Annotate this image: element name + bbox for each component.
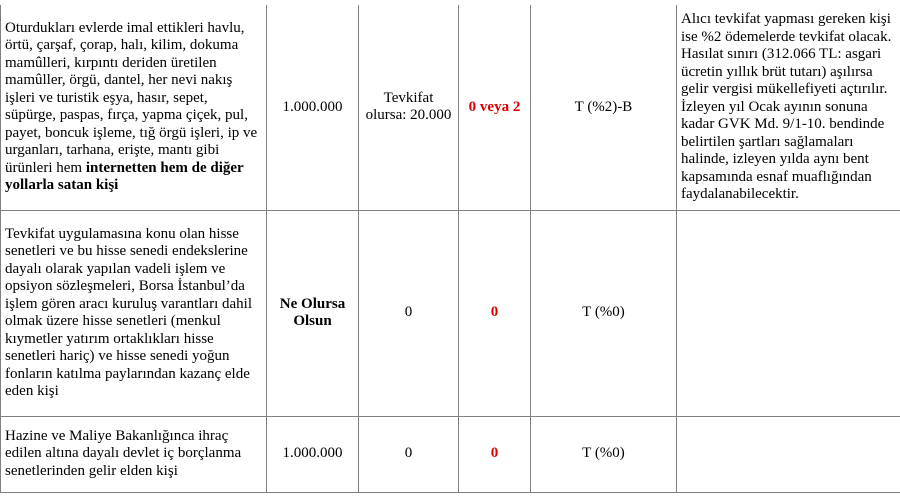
income-limit-cell: Ne Olursa Olsun bbox=[267, 210, 359, 416]
income-limit-cell: 1.000.000 bbox=[267, 416, 359, 492]
rate-cell: 0 veya 2 bbox=[459, 5, 531, 210]
table-row bbox=[1, 210, 900, 416]
note-cell bbox=[677, 416, 900, 492]
note-cell: Alıcı tevkifat yapması gereken kişi ise %2 ödemelerde tevkifat olacak. Hasılat sınırı (312.066 TL: asgari ücretin yıllık brüt tutarı) aşılırsa gelir vergisi mükellefiyeti açtırılır. İzleyen yıl Ocak ayının sonuna kadar GVK Md. 9/1-10. bendinde belirtilen şartları sağlamaları halinde, izleyen yılda aynı bent kapsamında esnaf muaflığından faydalanabilecektir. bbox=[677, 5, 900, 210]
table-row bbox=[1, 416, 900, 492]
rate-cell: 0 bbox=[459, 210, 531, 416]
withholding-cell: 0 bbox=[359, 210, 459, 416]
code-cell: T (%0) bbox=[531, 416, 677, 492]
withholding-cell: Tevkifat olursa: 20.000 bbox=[359, 5, 459, 210]
tax-table bbox=[0, 5, 900, 493]
note-cell bbox=[677, 210, 900, 416]
code-cell: T (%2)-B bbox=[531, 5, 677, 210]
code-cell: T (%0) bbox=[531, 210, 677, 416]
row-description: Hazine ve Maliye Bakanlığınca ihraç edilen altına dayalı devlet iç borçlanma senetlerinden gelir elden kişi bbox=[1, 416, 267, 492]
table-row bbox=[1, 5, 900, 210]
row-description: Tevkifat uygulamasına konu olan hisse senetleri ve bu hisse senedi endekslerine dayalı olarak yapılan vadeli işlem ve opsiyon sözleşmeleri, Borsa İstanbul’da işlem gören aracı kuruluş varantları dahil olmak üzere hisse senetleri (menkul kıymetler yatırım ortaklıkları hisse senetleri hariç) ve hisse senedi yoğun fonların katılma paylarından kazanç elde eden kişi bbox=[1, 210, 267, 416]
withholding-cell: 0 bbox=[359, 416, 459, 492]
income-limit-cell: 1.000.000 bbox=[267, 5, 359, 210]
row-description: Oturdukları evlerde imal ettikleri havlu, örtü, çarşaf, çorap, halı, kilim, dokuma mamûlleri, kırpıntı deriden üretilen mamûller, örgü, dantel, her nevi nakış işleri ve turistik eşya, hasır, sepet, süpürge, paspas, fırça, yapma çiçek, pul, payet, boncuk işleme, tığ örgü işleri, ip ve urganları, tarhana, erişte, mantı gibi ürünleri hem internetten hem de diğer yollarla satan kişi bbox=[1, 5, 267, 210]
rate-cell: 0 bbox=[459, 416, 531, 492]
